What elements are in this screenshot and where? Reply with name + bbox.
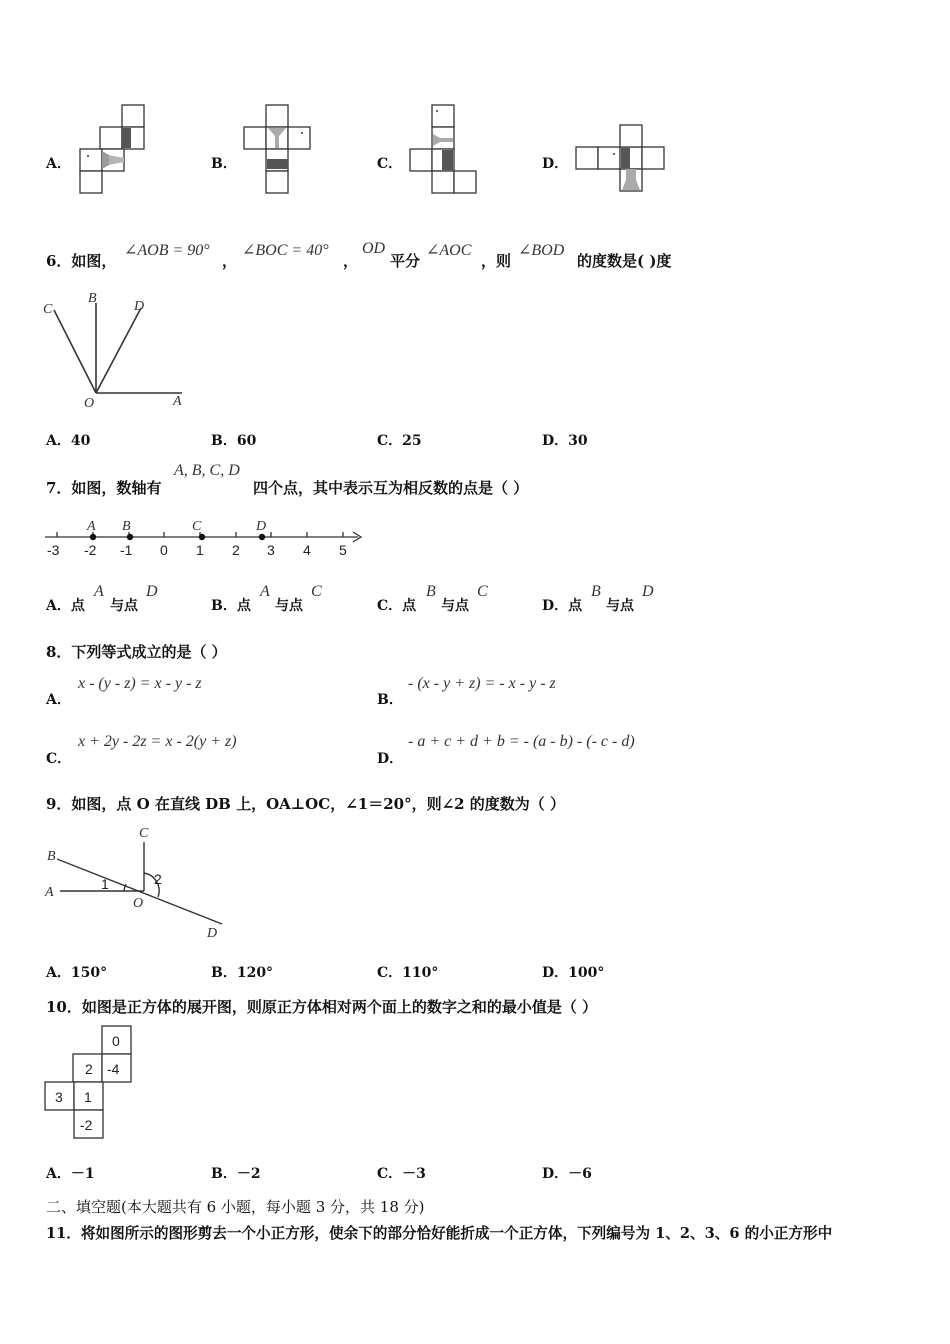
q9-label-c: C [139,826,149,841]
q6-label-a: A [173,394,182,409]
q7-option-c-mid: 与点 [441,598,469,614]
q7-point-a: A [87,519,96,534]
q9-label-b: B [47,849,56,864]
q8-stem: 8．下列等式成立的是（ ） [46,643,227,661]
q6-sep-1: ， [222,252,238,270]
q7-tick-label: -3 [47,542,60,558]
q6-label-b: B [88,291,97,306]
q10-option-d: D．－6 [542,1166,592,1182]
q7-tick-label: 3 [267,542,275,558]
q8-option-a-label: A． [46,692,71,708]
q7-tick-label: -2 [84,542,97,558]
q6-angle-boc: ∠BOC = 40° [242,242,329,259]
q7-tick-label: 1 [196,542,204,558]
q7-option-a-p1: A [94,583,104,600]
q10-stem: 10．如图是正方体的展开图，则原正方体相对两个面上的数字之和的最小值是（ ） [46,998,598,1016]
q9-stem: 9．如图，点 O 在直线 DB 上，OA⊥OC，∠1＝20°，则∠2 的度数为（ ） [46,795,566,813]
q6-option-d: D．30 [542,433,588,449]
q8-option-d-label: D． [377,751,404,767]
q9-angle-2: 2 [154,871,162,887]
q7-option-a-mid: 与点 [110,598,138,614]
q6-angle-bod: ∠BOD [518,242,565,259]
q7-point-c: C [192,519,202,534]
q10-cell-neg2: -2 [80,1117,93,1133]
q10-cell-3: 3 [55,1089,63,1105]
q5-option-c-label: C． [377,156,403,172]
q6-angle-aob: ∠AOB = 90° [124,242,210,259]
q6-text-degree: 的度数是( )度 [577,252,672,270]
q6-label-o: O [84,396,95,411]
q10-option-c: C．－3 [377,1166,426,1182]
q10-cell-1: 1 [84,1089,92,1105]
q7-option-c-p2: C [477,583,488,600]
q6-text-bisect: 平分 [390,252,421,270]
q10-option-a: A．－1 [46,1166,95,1182]
q10-cell-2: 2 [85,1061,93,1077]
q7-stem-end: 四个点，其中表示互为相反数的点是（ ） [253,479,529,497]
q6-label-c: C [43,302,53,317]
q11-stem: 11．将如图所示的图形剪去一个小正方形，使余下的部分恰好能折成一个正方体，下列编号为 1、2、3、6 的小正方形中 [46,1225,833,1242]
q10-cube-net [44,1025,136,1143]
q6-sep-2: ， [343,252,359,270]
q7-option-c-p1: B [426,583,436,600]
q7-option-a-label: A．点 [46,598,85,614]
q5-option-b-label: B． [211,156,237,172]
q7-point-b: B [122,519,131,534]
q8-option-a-expr: x - (y - z) = x - y - z [78,675,202,692]
q7-option-d-label: D．点 [542,598,583,614]
q7-option-d-mid: 与点 [606,598,634,614]
q6-option-a: A．40 [46,433,91,449]
q7-points-list: A, B, C, D [174,462,240,479]
q7-stem-start: 7．如图，数轴有 [46,479,162,497]
q7-point-d: D [256,519,267,534]
section-2-heading: 二、填空题(本大题共有 6 小题，每小题 3 分，共 18 分) [46,1198,425,1216]
q7-tick-label: 5 [339,542,347,558]
q9-option-a: A．150° [46,965,108,981]
q7-option-c-label: C．点 [377,598,417,614]
q5-option-b-net [244,104,314,192]
q9-angle-figure [40,822,240,947]
q9-label-a: A [45,885,54,900]
q6-od: OD [362,240,386,257]
q7-option-b-mid: 与点 [275,598,303,614]
q7-option-d-p2: D [642,583,654,600]
q10-cell-neg4: -4 [107,1061,120,1077]
q5-option-a-net [79,104,149,192]
q6-angle-figure [40,286,200,416]
q6-option-c: C．25 [377,433,422,449]
q8-option-b-expr: - (x - y + z) = - x - y - z [408,675,556,692]
q6-text-then: ，则 [481,252,512,270]
q8-option-d-expr: - a + c + d + b = - (a - b) - (- c - d) [408,733,635,750]
q7-tick-label: -1 [120,542,133,558]
q8-option-b-label: B． [377,692,403,708]
q6-angle-aoc: ∠AOC [426,242,472,259]
q5-option-a-label: A． [46,156,71,172]
q7-tick-label: 0 [160,542,168,558]
q6-label-d: D [134,299,145,314]
q10-option-b: B．－2 [211,1166,261,1182]
q7-option-b-p2: C [311,583,322,600]
q7-tick-label: 2 [232,542,240,558]
q8-option-c-label: C． [46,751,72,767]
q7-option-a-p2: D [146,583,158,600]
q9-option-d: D．100° [542,965,605,981]
q7-number-line [40,512,370,564]
q10-cell-0: 0 [112,1033,120,1049]
q7-option-d-p1: B [591,583,601,600]
q9-angle-1: 1 [101,876,109,892]
q7-option-b-p1: A [260,583,270,600]
q6-number: 6．如图， [46,252,117,270]
q9-label-d: D [207,926,218,941]
q9-option-c: C．110° [377,965,439,981]
q7-tick-label: 4 [303,542,311,558]
q7-option-b-label: B．点 [211,598,251,614]
q9-option-b: B．120° [211,965,274,981]
q5-option-c-net [410,104,480,192]
q8-option-c-expr: x + 2y - 2z = x - 2(y + z) [78,733,237,750]
q6-option-b: B．60 [211,433,257,449]
q5-option-d-net [576,124,666,194]
q9-label-o: O [133,896,144,911]
q5-option-d-label: D． [542,156,569,172]
